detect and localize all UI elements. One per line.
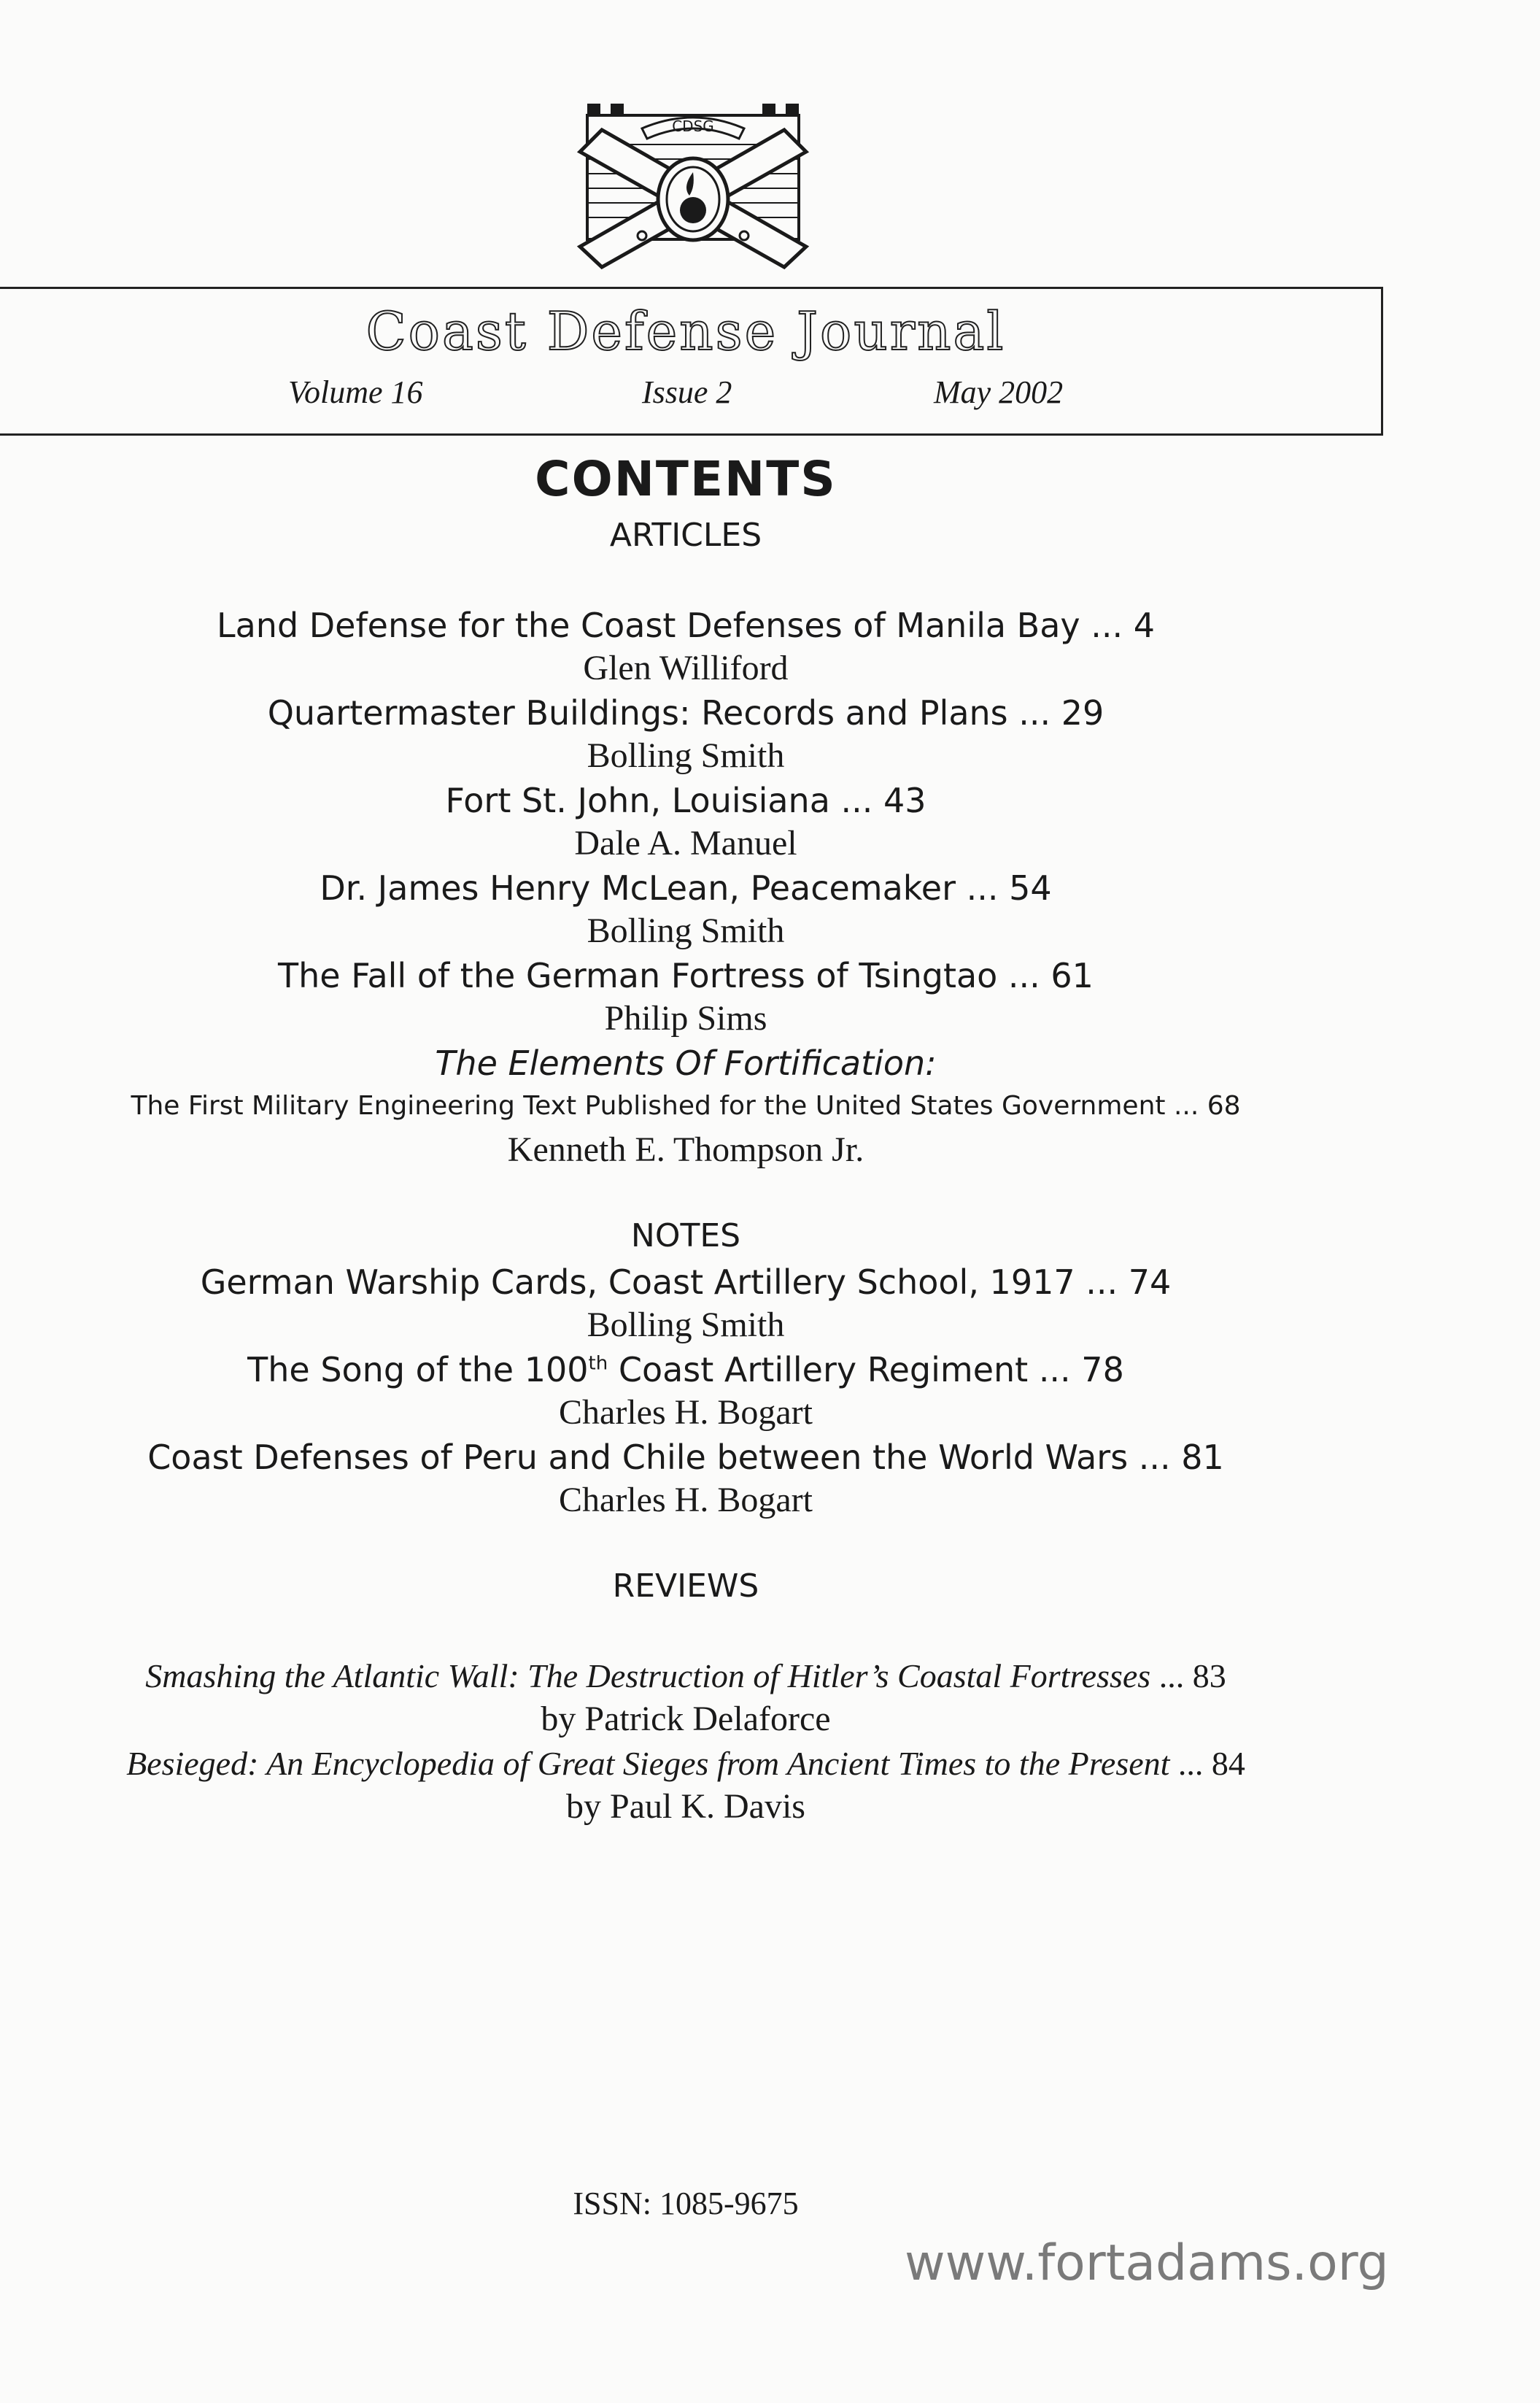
note-author: Bolling Smith bbox=[587, 1305, 785, 1344]
review-title: Besieged: An Encyclopedia of Great Sieges from Ancient Times to the Present ... 84 bbox=[126, 1745, 1245, 1782]
note-title: German Warship Cards, Coast Artillery School, 1917 ... 74 bbox=[200, 1262, 1172, 1302]
note-title: Coast Defenses of Peru and Chile between the World Wars ... 81 bbox=[147, 1438, 1224, 1477]
review-author: by Patrick Delaforce bbox=[541, 1700, 831, 1738]
article-title: Dr. James Henry McLean, Peacemaker ... 54 bbox=[320, 868, 1052, 908]
article-author: Dale A. Manuel bbox=[574, 824, 797, 863]
issue-date: May 2002 bbox=[934, 374, 1064, 410]
journal-title: Coast Defense Journal bbox=[365, 301, 1006, 362]
notes-heading: NOTES bbox=[630, 1217, 741, 1254]
article-title: Quartermaster Buildings: Records and Plans ... 29 bbox=[267, 693, 1104, 733]
reviews-heading: REVIEWS bbox=[612, 1567, 759, 1605]
article-title: Fort St. John, Louisiana ... 43 bbox=[445, 781, 926, 820]
article-title: Land Defense for the Coast Defenses of Manila Bay ... 4 bbox=[216, 606, 1156, 645]
article-author: Glen Williford bbox=[583, 649, 789, 687]
cdsg-emblem-logo bbox=[573, 101, 813, 270]
article-title: The Fall of the German Fortress of Tsingtao ... 61 bbox=[278, 956, 1094, 995]
article-author: Bolling Smith bbox=[587, 911, 785, 950]
issue-label: Issue 2 bbox=[642, 374, 732, 410]
article-author: Kenneth E. Thompson Jr. bbox=[507, 1130, 864, 1169]
articles-heading: ARTICLES bbox=[609, 517, 762, 554]
emblem-banner-text: CDSG bbox=[672, 117, 714, 135]
note-title: The Song of the 100th Coast Artillery Regiment ... 78 bbox=[247, 1350, 1124, 1389]
note-author: Charles H. Bogart bbox=[559, 1393, 813, 1432]
article-author: Philip Sims bbox=[604, 999, 767, 1038]
issn-number: ISSN: 1085-9675 bbox=[573, 2186, 799, 2221]
note-author: Charles H. Bogart bbox=[559, 1481, 813, 1519]
contents-heading: CONTENTS bbox=[535, 451, 837, 507]
article-subtitle: The First Military Engineering Text Published for the United States Government ... 68 bbox=[131, 1091, 1241, 1121]
review-title: Smashing the Atlantic Wall: The Destruction of Hitler’s Coastal Fortresses ... 83 bbox=[145, 1657, 1226, 1694]
article-title: The Elements Of Fortification: bbox=[435, 1044, 937, 1083]
website-watermark: www.fortadams.org bbox=[905, 2234, 1389, 2292]
review-author: by Paul K. Davis bbox=[566, 1787, 805, 1826]
volume-label: Volume 16 bbox=[288, 374, 423, 410]
article-author: Bolling Smith bbox=[587, 736, 785, 775]
